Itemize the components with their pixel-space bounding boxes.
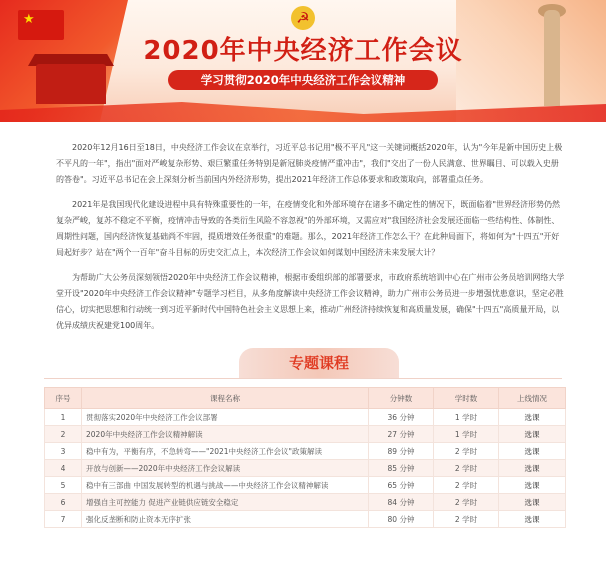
course-minutes: 80 分钟 (369, 511, 434, 528)
page-title: 2020年中央经济工作会议 (143, 36, 463, 66)
table-row (45, 460, 566, 477)
page-subtitle: 学习贯彻2020年中央经济工作会议精神 (168, 70, 438, 90)
course-name-link[interactable]: 2020年中央经济工作会议精神解读 (82, 426, 369, 443)
course-name-link[interactable]: 贯彻落实2020年中央经济工作会议部署 (82, 409, 369, 426)
table-header-row (45, 388, 566, 409)
course-minutes: 85 分钟 (369, 460, 434, 477)
select-course-link[interactable]: 选课 (524, 412, 540, 422)
select-course-link[interactable]: 选课 (524, 463, 540, 473)
course-hours: 2 学时 (434, 477, 499, 494)
course-no: 7 (45, 511, 82, 528)
select-course-link[interactable]: 选课 (524, 480, 540, 490)
tiananmen-gate-icon (36, 64, 106, 104)
star-icon: ★ (23, 12, 35, 27)
table-row (45, 477, 566, 494)
table-row (45, 443, 566, 460)
intro-paragraph: 2021年是我国现代化建设进程中具有特殊重要性的一年，在疫情变化和外部环境存在诸多不确定性的情况下，既面临着"世界经济形势仍然复杂严峻，复苏不稳定不平衡，疫情冲击导致的各类衍生风险不容忽视"的外部环境，又需应对"我国经济社会发展还面临一些结构性、体制性、周期性问题，国内经济恢复基础尚不牢固，提质增效任务很重"的难题。那么，2021年经济工作怎么干？在此种局面下，将如何为"十四五"开好局起好步？站在"两个一百年"奋斗目标的历史交汇点上，本次经济工作会议如何谋划中国经济未来发展大计？ (56, 200, 561, 257)
course-hours: 1 学时 (434, 409, 499, 426)
course-minutes: 89 分钟 (369, 443, 434, 460)
intro-paragraph: 2020年12月16日至18日，中央经济工作会议在京举行，习近平总书记用"极不平凡"这一关键词概括2020年，认为"今年是新中国历史上极不平凡的一年"，指出"面对严峻复杂形势、艰巨繁重任务特别是新冠肺炎疫情严重冲击"，我们"交出了一份人民满意、世界瞩目、可以载入史册的答卷"。习近平总书记在会上深刻分析当前国内外经济形势，提出2021年经济工作总体要求和政策取向，部署重点任务。 (56, 143, 563, 184)
header-banner (0, 0, 606, 122)
course-hours: 1 学时 (434, 426, 499, 443)
course-no: 2 (45, 426, 82, 443)
column-header-name: 课程名称 (82, 388, 369, 409)
column-header-hours: 学时数 (434, 388, 499, 409)
course-no: 3 (45, 443, 82, 460)
course-minutes: 36 分钟 (369, 409, 434, 426)
select-course-link[interactable]: 选课 (524, 446, 540, 456)
course-no: 5 (45, 477, 82, 494)
column-header-minutes: 分钟数 (369, 388, 434, 409)
course-hours: 2 学时 (434, 511, 499, 528)
table-row (45, 511, 566, 528)
course-no: 6 (45, 494, 82, 511)
course-no: 4 (45, 460, 82, 477)
column-header-no: 序号 (45, 388, 82, 409)
course-name-link[interactable]: 增强自主可控能力 促进产业链供应链安全稳定 (82, 494, 369, 511)
course-minutes: 65 分钟 (369, 477, 434, 494)
select-course-link[interactable]: 选课 (524, 497, 540, 507)
course-no: 1 (45, 409, 82, 426)
table-row (45, 426, 566, 443)
intro-article (0, 122, 606, 334)
course-name-link[interactable]: 强化反垄断和防止资本无序扩张 (82, 511, 369, 528)
courses-section-header (44, 348, 562, 379)
select-course-link[interactable]: 选课 (524, 429, 540, 439)
table-row (45, 494, 566, 511)
column-header-status: 上线情况 (499, 388, 566, 409)
course-hours: 2 学时 (434, 494, 499, 511)
courses-section-title: 专题课程 (239, 348, 399, 378)
course-name-link[interactable]: 稳中有三部曲 中国发展转型的机遇与挑战——中央经济工作会议精神解读 (82, 477, 369, 494)
select-course-link[interactable]: 选课 (524, 514, 540, 524)
table-row (45, 409, 566, 426)
courses-table (44, 387, 566, 528)
course-minutes: 27 分钟 (369, 426, 434, 443)
course-name-link[interactable]: 开放与创新——2020年中央经济工作会议解读 (82, 460, 369, 477)
course-name-link[interactable]: 稳中有为，平衡有序，不急转弯——"2021中央经济工作会议"政策解读 (82, 443, 369, 460)
course-hours: 2 学时 (434, 443, 499, 460)
party-emblem-icon: ☭ (291, 6, 315, 30)
course-hours: 2 学时 (434, 460, 499, 477)
intro-paragraph: 为帮助广大公务员深刻领悟2020年中央经济工作会议精神，根据市委组织部的部署要求，市政府系统培训中心在广州市公务员培训网络大学堂开设"2020年中央经济工作会议精神"专题学习栏目，从多角度解读中央经济工作会议精神，助力广州市公务员进一步增强忧患意识，坚定必胜信心，切实把思想和行动统一到习近平新时代中国特色社会主义思想上来，推动广州经济持续恢复和高质量发展，确保"十四五"高质量开局，以优异成绩庆祝建党100周年。 (56, 273, 565, 330)
course-minutes: 84 分钟 (369, 494, 434, 511)
